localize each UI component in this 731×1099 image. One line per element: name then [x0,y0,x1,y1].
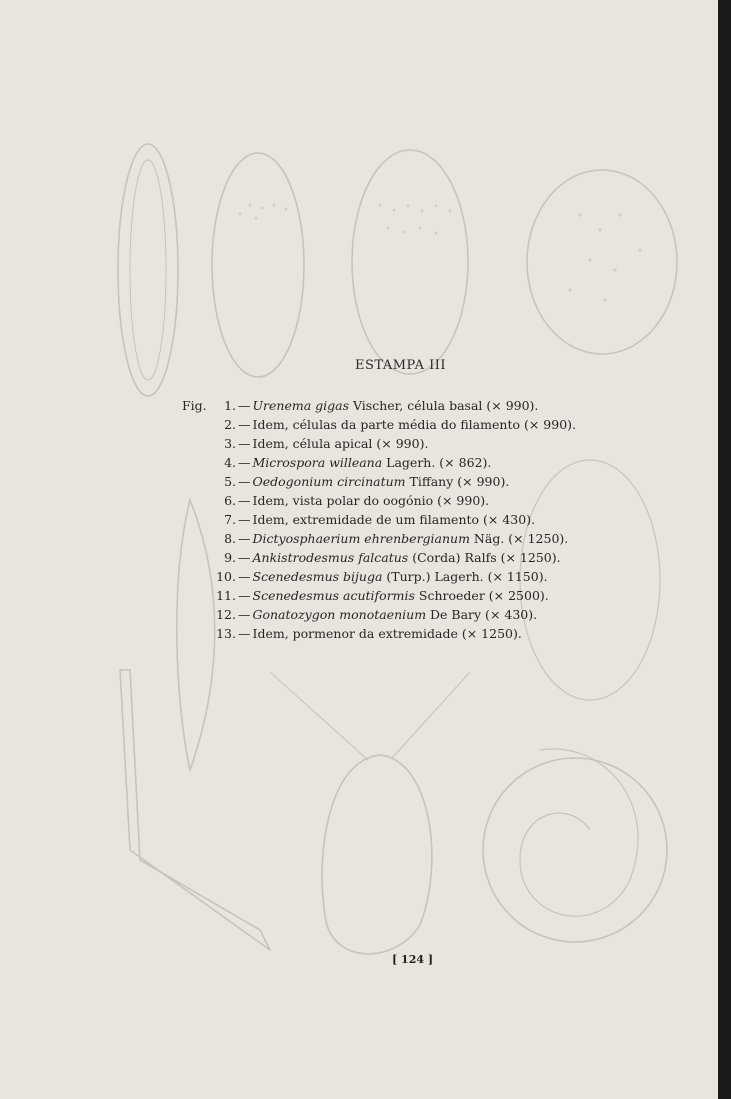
caption-row: 7. — Idem, extremidade de um filamento (× 430). [224,512,536,527]
ghost-cell-1-inner [130,160,166,380]
caption-row: 10. — Scenedesmus bijuga (Turp.) Lagerh. (× 1150). [216,569,548,584]
ghost-cell-4 [527,170,677,354]
fig-label: Fig. [182,398,207,413]
ghost-egg-cell [322,755,432,954]
caption-row: 9. — Ankistrodesmus falcatus (Corda) Ralfs (× 1250). [224,550,561,565]
ghost-cell-2 [212,153,304,377]
caption-row: 3. — Idem, célula apical (× 990). [224,436,429,451]
caption-row: 5. — Oedogonium circinatum Tiffany (× 990). [224,474,510,489]
page-number: [ 124 ] [392,953,434,966]
ghost-spine-left [270,672,368,760]
ghost-spiral-inner [520,749,638,916]
caption-row: 11. — Scenedesmus acutiformis Schroeder (× 2500). [216,588,549,603]
caption-row: 6. — Idem, vista polar do oogónio (× 990). [224,493,490,508]
caption-row: 2. — Idem, células da parte média do filamento (× 990). [224,417,576,432]
ghost-spine-right [392,672,470,758]
caption-row: 1. — Urenema gigas Vischer, célula basal (× 990). [224,398,539,413]
ghost-spiral-outer [483,758,667,942]
caption-row: 8. — Dictyosphaerium ehrenbergianum Näg. (× 1250). [224,531,569,546]
caption-row: 4. — Microspora willeana Lagerh. (× 862). [224,455,492,470]
ghost-cell-1 [118,144,178,396]
caption-row: 13. — Idem, pormenor da extremidade (× 1250). [216,626,522,641]
ghost-crescent [177,500,215,770]
plate-title: ESTAMPA III [355,358,447,373]
ghost-filament-bent [120,670,270,950]
ghost-cell-3 [352,150,468,374]
caption-row: 12. — Gonatozygon monotaenium De Bary (× 430). [216,607,538,622]
